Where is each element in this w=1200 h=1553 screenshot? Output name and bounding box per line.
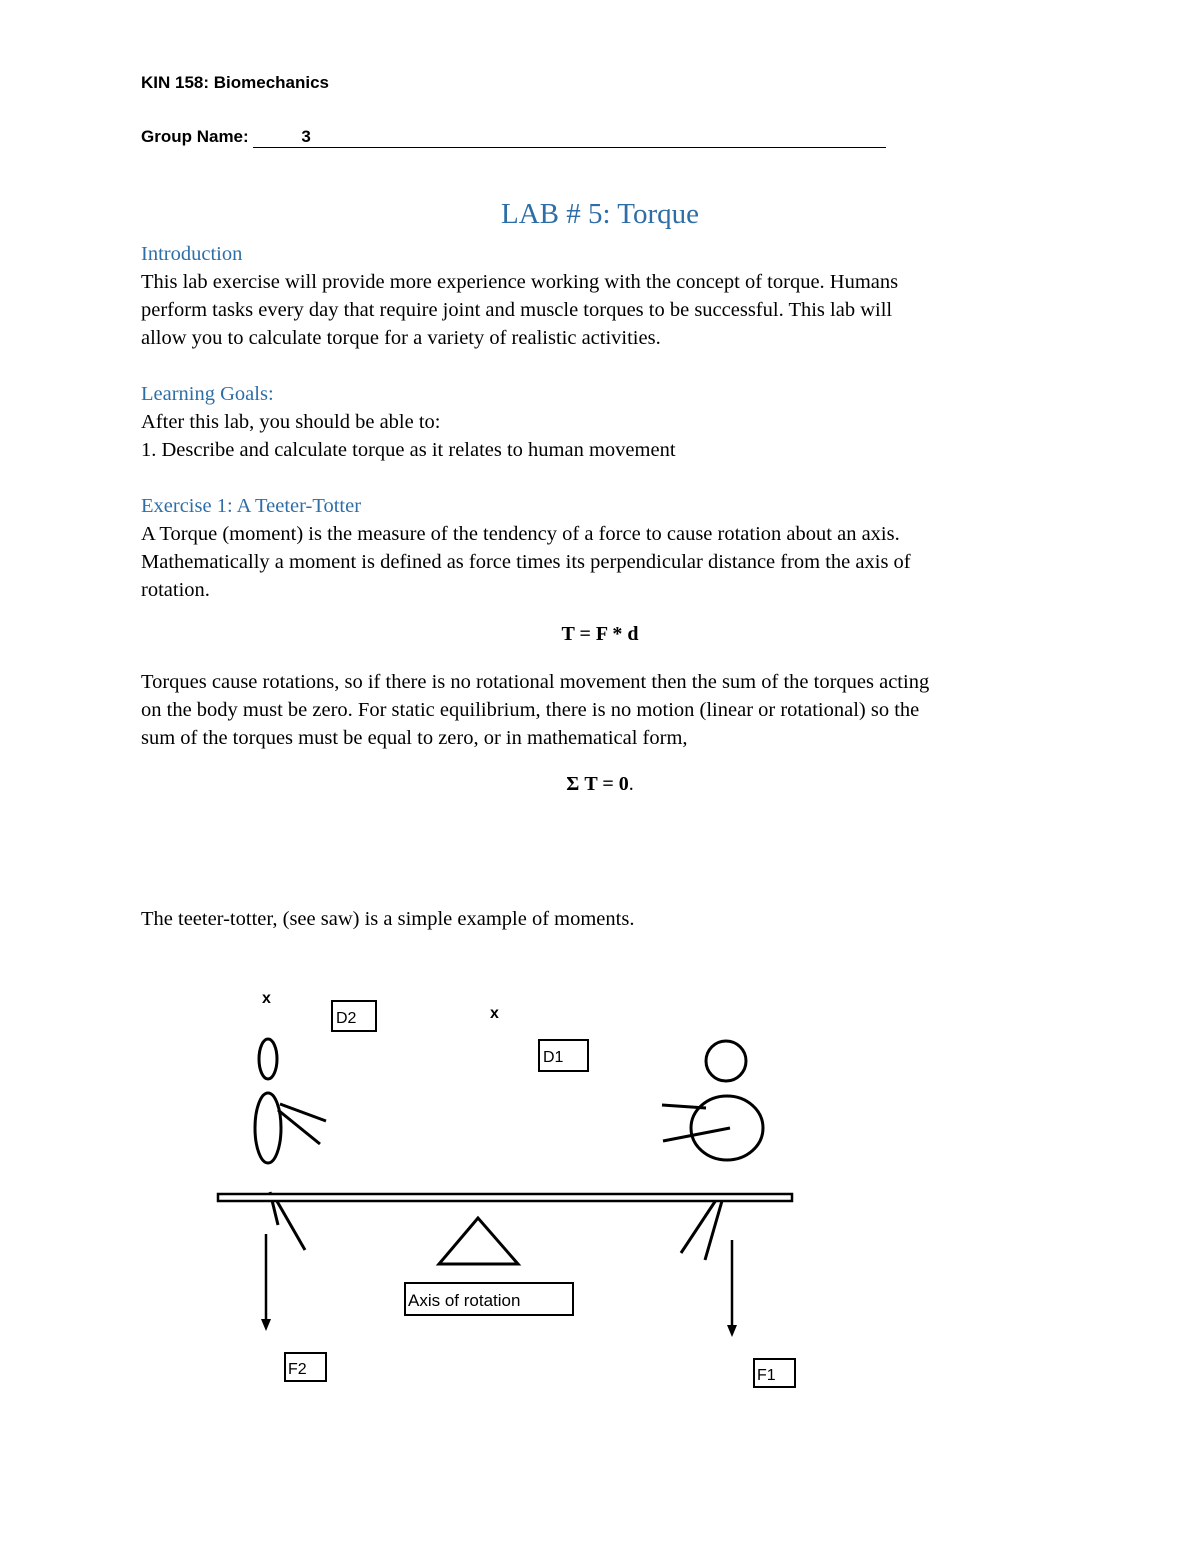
lab-title: LAB # 5: Torque bbox=[500, 198, 699, 230]
equilibrium-line: on the body must be zero. For static equilibrium, there is no motion (linear or rotational) so the bbox=[141, 699, 920, 721]
teeter-totter-beam bbox=[218, 1194, 792, 1201]
exercise1-line: A Torque (moment) is the measure of the tendency of a force to cause rotation about an axis. bbox=[141, 523, 900, 545]
group-name-label: Group Name: bbox=[141, 127, 254, 146]
learning-goals-heading: Learning Goals: bbox=[141, 383, 274, 405]
introduction-section bbox=[141, 240, 1061, 352]
right-figure-head bbox=[706, 1041, 746, 1081]
group-name-value: 3 bbox=[253, 126, 886, 148]
teeter-totter-diagram bbox=[0, 960, 1200, 1400]
axis-label: Axis of rotation bbox=[408, 1291, 521, 1310]
left-marker-icon: x bbox=[262, 990, 271, 1007]
seesaw-intro: The teeter-totter, (see saw) is a simple example of moments. bbox=[141, 908, 635, 930]
equilibrium-line: Torques cause rotations, so if there is no rotational movement then the sum of the torques acting bbox=[141, 671, 930, 693]
exercise1-line: Mathematically a moment is defined as force times its perpendicular distance from the axis of bbox=[141, 551, 911, 573]
learning-goals-section bbox=[141, 380, 1061, 464]
right-figure-arm bbox=[663, 1128, 730, 1141]
left-figure-head bbox=[259, 1039, 277, 1079]
exercise1-heading: Exercise 1: A Teeter-Totter bbox=[141, 495, 362, 517]
d1-label: D1 bbox=[543, 1049, 564, 1066]
exercise1-section bbox=[141, 492, 1061, 604]
course-title: KIN 158: Biomechanics bbox=[141, 73, 330, 92]
torque-formula: T = F * d bbox=[561, 623, 639, 645]
exercise1-line: rotation. bbox=[141, 579, 210, 601]
equilibrium-line: sum of the torques must be equal to zero, or in mathematical form, bbox=[141, 727, 688, 749]
d2-label: D2 bbox=[336, 1010, 357, 1027]
f1-label: F1 bbox=[757, 1367, 776, 1384]
introduction-line: perform tasks every day that require joint and muscle torques to be successful. This lab will bbox=[141, 299, 893, 321]
introduction-heading: Introduction bbox=[141, 243, 243, 265]
f2-label: F2 bbox=[288, 1361, 307, 1378]
group-name-row bbox=[141, 126, 981, 148]
sum-torque-expression: Σ T = 0 bbox=[566, 773, 629, 795]
fulcrum-triangle bbox=[439, 1218, 518, 1264]
f2-arrowhead-icon bbox=[261, 1319, 271, 1331]
f1-arrowhead-icon bbox=[727, 1325, 737, 1337]
equilibrium-formula bbox=[0, 773, 1200, 796]
introduction-line: allow you to calculate torque for a variety of realistic activities. bbox=[141, 327, 661, 349]
left-figure-body bbox=[255, 1093, 281, 1163]
introduction-line: This lab exercise will provide more experience working with the concept of torque. Humans bbox=[141, 271, 899, 293]
learning-goals-line: 1. Describe and calculate torque as it relates to human movement bbox=[141, 439, 676, 461]
learning-goals-line: After this lab, you should be able to: bbox=[141, 411, 441, 433]
middle-marker-icon: x bbox=[490, 1005, 499, 1022]
equilibrium-paragraph bbox=[141, 668, 1061, 752]
formula-period: . bbox=[628, 773, 634, 795]
